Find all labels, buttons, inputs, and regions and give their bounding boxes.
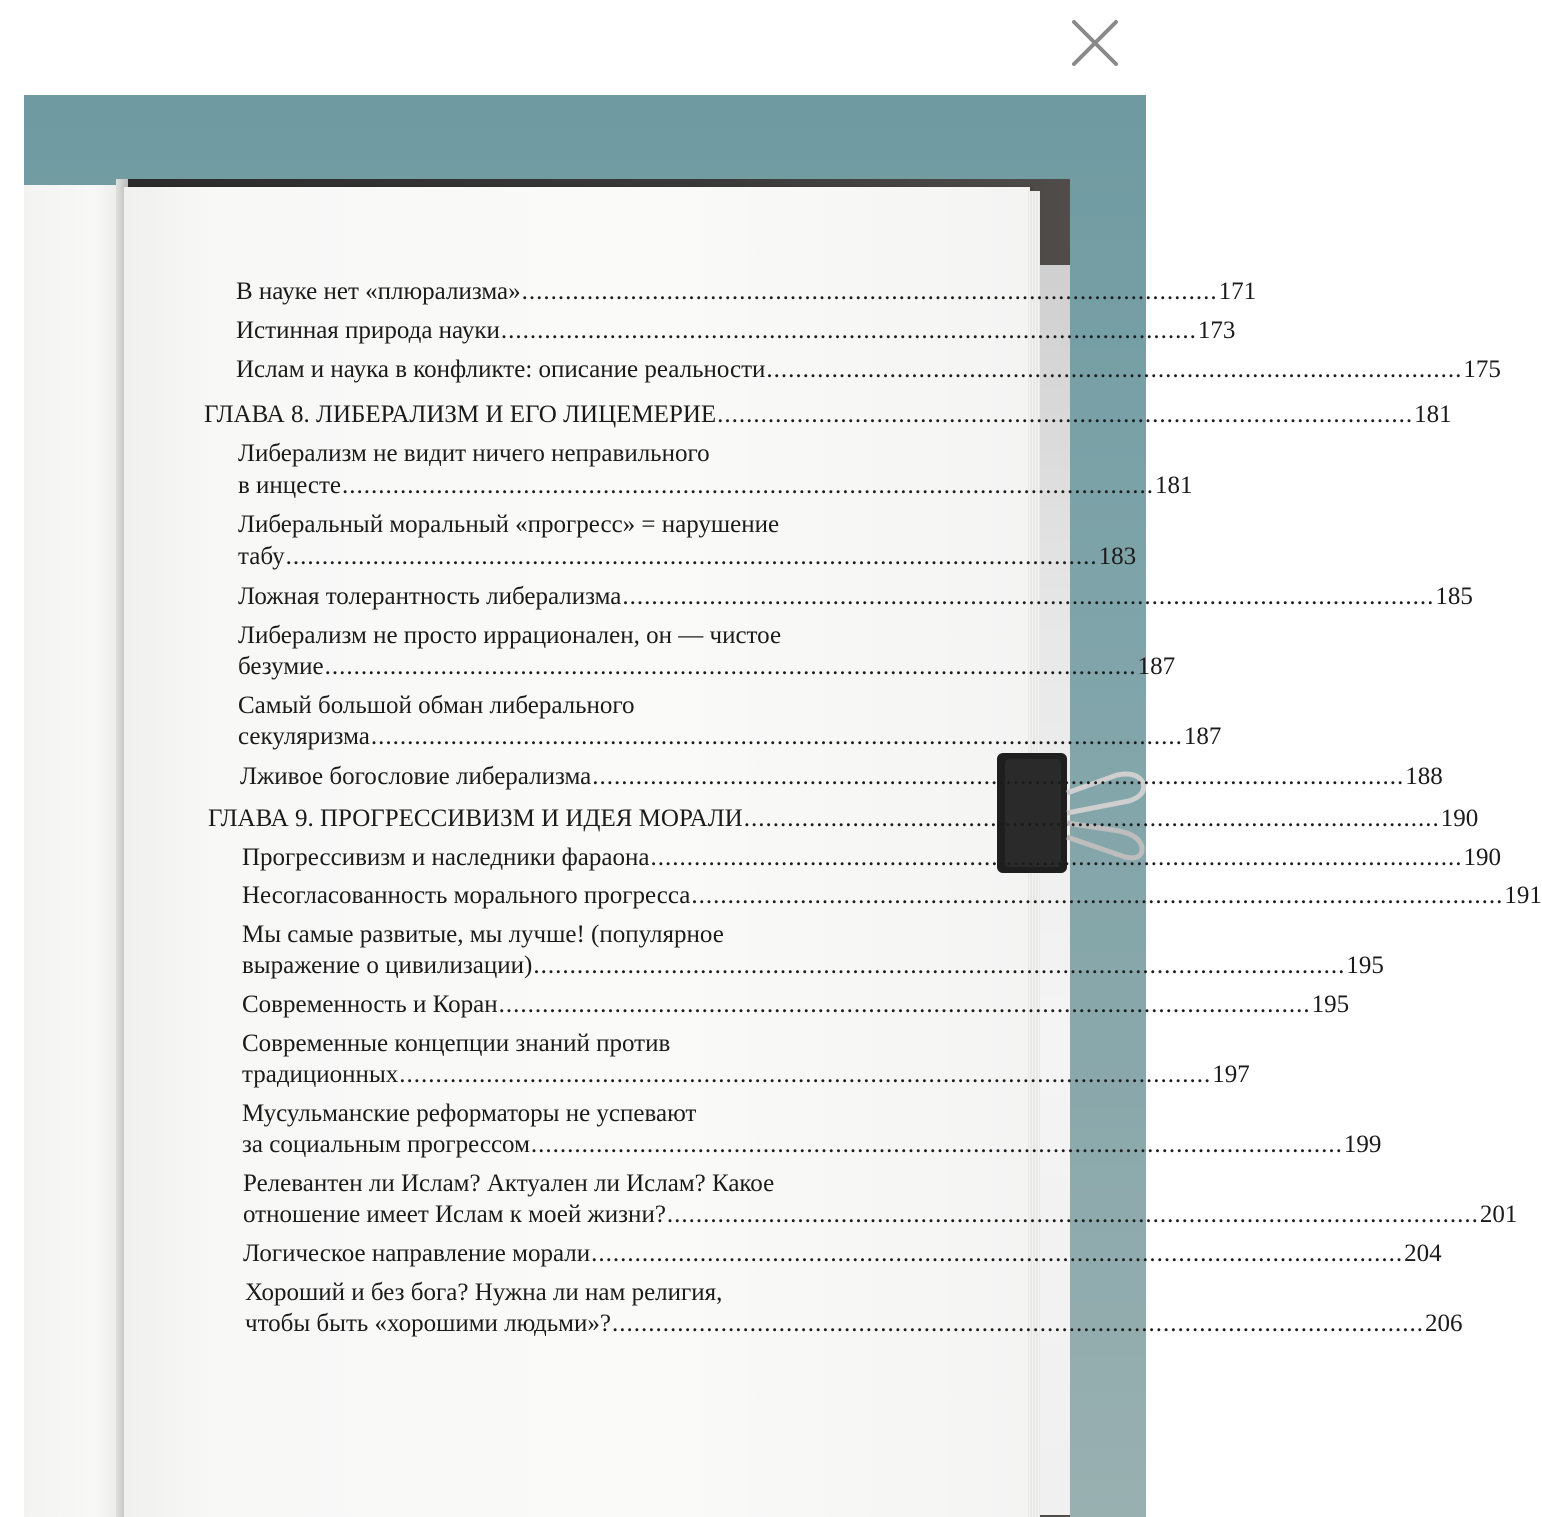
toc-entry-page: 206 (1424, 1310, 1463, 1337)
toc-chapter (204, 400, 1452, 430)
toc-entry (238, 582, 1473, 612)
leader-dots: ................................................................................................................ (370, 723, 1183, 750)
toc-entry-title: чтобы быть «хорошими людьми»? (245, 1310, 611, 1337)
toc-entry-page: 185 (1435, 583, 1473, 610)
leader-dots: ................................................................................................................ (622, 583, 1435, 610)
leader-dots: ................................................................................................................ (342, 472, 1155, 499)
toc-entry-page: 173 (1197, 317, 1236, 344)
toc-entry-title-line: Мусульманские реформаторы не успевают (242, 1100, 697, 1127)
toc-entry-title: выражение о цивилизации) (242, 952, 533, 979)
leader-dots: ................................................................................................ (521, 278, 1218, 305)
leader-dots: ................................................................................................................ (691, 882, 1504, 909)
toc-chapter-page: 181 (1414, 401, 1452, 428)
toc-entry-title-line: Самый большой обман либерального (238, 692, 635, 719)
toc-chapter (208, 804, 1479, 834)
toc-entry-page: 188 (1405, 763, 1443, 790)
toc-entry-page: 175 (1463, 356, 1501, 383)
toc-entry (245, 1309, 1463, 1339)
toc-entry-page: 199 (1343, 1131, 1382, 1158)
leader-dots: ................................................................................................ (717, 401, 1414, 428)
toc-entry-title: В науке нет «плюрализма» (236, 278, 521, 305)
toc-entry-title: отношение имеет Ислам к моей жизни? (243, 1201, 666, 1228)
leader-dots: ................................................................................................................ (591, 1240, 1404, 1267)
toc-entry-title: в инцесте (238, 472, 342, 499)
leader-dots: ................................................................................................................ (324, 653, 1137, 680)
toc-entry-page: 183 (1098, 543, 1137, 570)
toc-entry-title: Ложная толерантность либерализма (238, 583, 622, 610)
leader-dots: ................................................................................................................ (592, 763, 1405, 790)
table-of-contents (24, 95, 1542, 1517)
toc-entry-title: табу (238, 543, 285, 570)
toc-entry-title-line: Релевантен ли Ислам? Актуален ли Ислам? Какое (243, 1170, 775, 1197)
toc-entry-title: Несогласованность морального прогресса (242, 882, 691, 909)
toc-entry-page: 195 (1311, 991, 1350, 1018)
leader-dots: ................................................................................................................ (666, 1201, 1479, 1228)
leader-dots: ................................................................................................................ (399, 1061, 1212, 1088)
toc-entry-page: 187 (1183, 723, 1222, 750)
toc-entry-page: 171 (1218, 278, 1257, 305)
toc-entry-title-line: Мы самые развитые, мы лучше! (популярное (242, 921, 724, 948)
toc-entry-title-line: Современные концепции знаний против (242, 1030, 671, 1057)
book-photo (24, 95, 1542, 1517)
toc-entry (236, 355, 1501, 385)
toc-entry (238, 471, 1193, 501)
toc-entry-title: Прогрессивизм и наследники фараона (242, 844, 650, 871)
leader-dots: ................................................................................................................ (285, 543, 1098, 570)
leader-dots: ................................................................................................................ (533, 952, 1346, 979)
toc-entry (238, 652, 1176, 682)
leader-dots: ................................................................................................ (500, 317, 1197, 344)
toc-entry-page: 197 (1212, 1061, 1250, 1088)
toc-entry-title-line: Либерализм не просто иррационален, он — чистое (238, 622, 782, 649)
toc-entry (238, 542, 1137, 572)
toc-entry (243, 1239, 1442, 1269)
leader-dots: ................................................................................................................ (650, 844, 1463, 871)
toc-entry-title: Современность и Коран (242, 991, 498, 1018)
toc-entry-title: за социальным прогрессом (242, 1131, 530, 1158)
toc-entry (242, 881, 1542, 911)
toc-entry (243, 1200, 1518, 1230)
toc-entry (242, 951, 1384, 981)
toc-entry-title: Логическое направление морали (243, 1240, 591, 1267)
leader-dots: ................................................................................................................ (611, 1310, 1424, 1337)
toc-chapter-page: 190 (1440, 805, 1479, 832)
toc-entry-title: традиционных (242, 1061, 399, 1088)
toc-entry-title: Лживое богословие либерализма (240, 763, 592, 790)
toc-entry (242, 990, 1350, 1020)
toc-entry-title: секуляризма (238, 723, 370, 750)
toc-entry-title: Истинная природа науки (236, 317, 500, 344)
toc-entry-title: Ислам и наука в конфликте: описание реальности (236, 356, 766, 383)
toc-entry-title-line: Либерализм не видит ничего неправильного (238, 440, 710, 467)
toc-entry-page: 201 (1479, 1201, 1518, 1228)
close-icon (1068, 16, 1122, 70)
toc-entry-page: 187 (1137, 653, 1176, 680)
toc-entry-title-line: Либеральный моральный «прогресс» = нарушение (238, 511, 780, 538)
toc-entry-page: 204 (1404, 1240, 1442, 1267)
leader-dots: ................................................................................................................ (530, 1131, 1343, 1158)
leader-dots: ................................................................................................ (743, 805, 1440, 832)
toc-entry-title: безумие (238, 653, 324, 680)
toc-entry (236, 316, 1236, 346)
toc-entry-page: 191 (1504, 882, 1542, 909)
toc-entry (236, 277, 1257, 307)
toc-entry-page: 190 (1463, 844, 1501, 871)
toc-entry-page: 181 (1155, 472, 1193, 499)
toc-entry (242, 1130, 1382, 1160)
toc-entry (242, 843, 1501, 873)
toc-chapter-title: ГЛАВА 9. ПРОГРЕССИВИЗМ И ИДЕЯ МОРАЛИ (208, 805, 743, 832)
close-button[interactable] (1068, 16, 1122, 70)
toc-entry (240, 762, 1443, 792)
leader-dots: ................................................................................................................ (498, 991, 1311, 1018)
toc-entry (242, 1060, 1250, 1090)
leader-dots: ................................................................................................ (766, 356, 1463, 383)
toc-entry (238, 722, 1222, 752)
toc-chapter-title: ГЛАВА 8. ЛИБЕРАЛИЗМ И ЕГО ЛИЦЕМЕРИЕ (204, 401, 717, 428)
toc-entry-page: 195 (1346, 952, 1384, 979)
toc-entry-title-line: Хороший и без бога? Нужна ли нам религия, (245, 1279, 723, 1306)
